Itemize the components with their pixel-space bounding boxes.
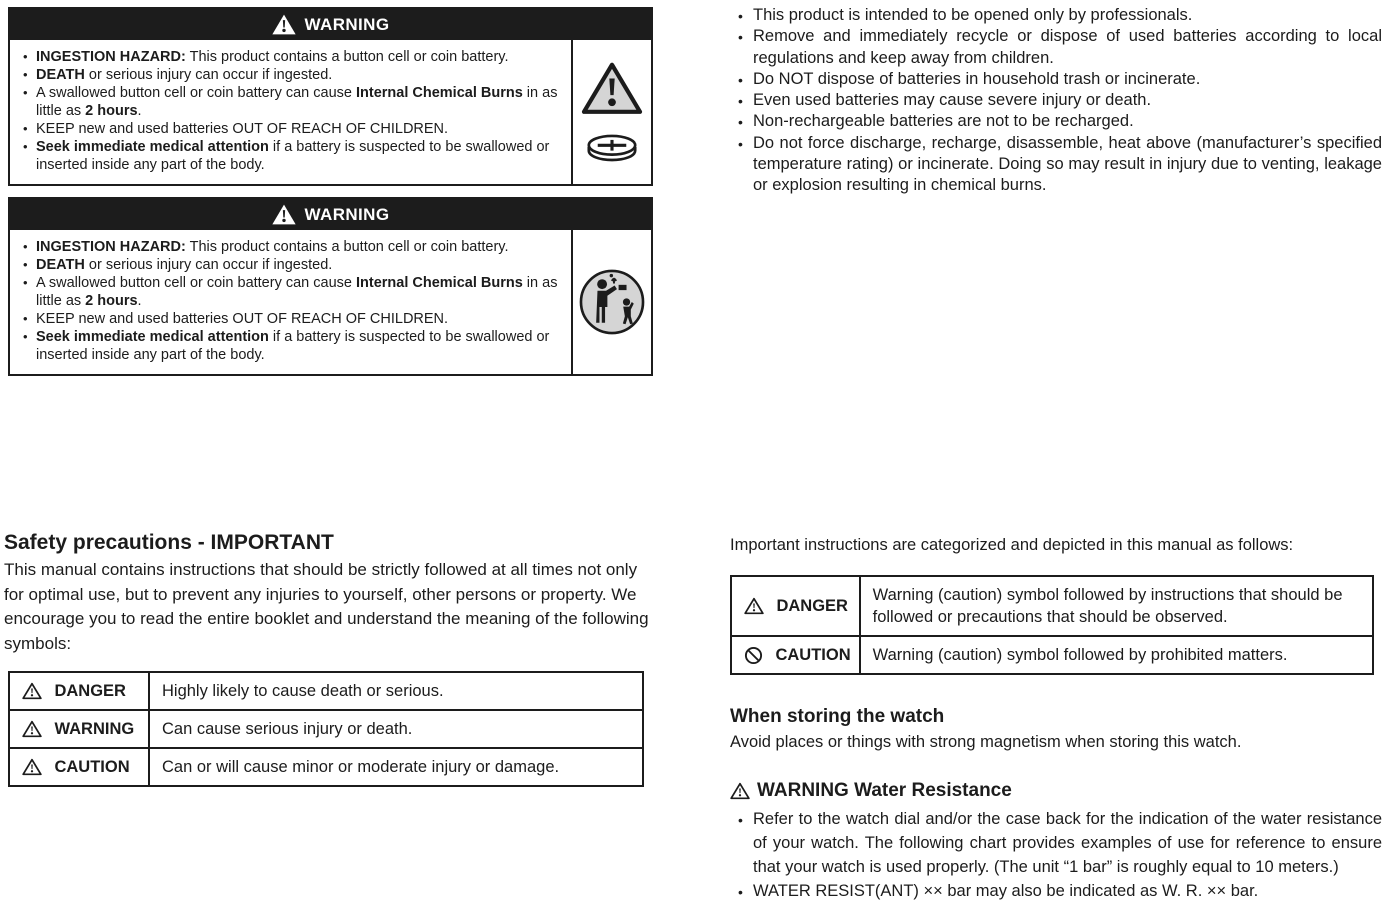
safety-precautions-section — [4, 531, 654, 787]
warning-bullet — [22, 66, 565, 84]
warning-bullet: • Remove and immediately recycle or dispose of used batteries according to local regulations and keep away from children. — [730, 26, 1382, 69]
categories-intro: Important instructions are categorized and depicted in this manual as follows: — [730, 536, 1294, 554]
warning-bullet — [22, 120, 565, 138]
text-segment: KEEP new and used batteries OUT OF REACH OF CHILDREN. — [36, 311, 449, 327]
warning-bullet — [22, 48, 565, 66]
warning-title: WARNING — [304, 204, 390, 224]
text-segment: Internal Chemical Burns — [355, 85, 523, 101]
warning-bullets — [22, 48, 565, 174]
warning-bullet — [22, 84, 565, 120]
symbol-cell — [9, 710, 149, 748]
button-battery-icon — [585, 131, 639, 164]
warning-icon-column — [571, 230, 651, 374]
text-segment: A swallowed button cell or coin battery can cause — [36, 85, 356, 101]
severity-label: CAUTION — [54, 757, 130, 776]
text-segment: 2 hours — [85, 293, 138, 309]
text-segment: INGESTION HAZARD: — [36, 239, 186, 255]
text-segment: This product contains a button cell or coin battery. — [185, 49, 509, 65]
warning-box-header — [10, 199, 651, 230]
severity-description: Can cause serious injury or death. — [149, 710, 643, 748]
warning-triangle-icon — [744, 597, 764, 615]
warning-title: WARNING — [304, 14, 390, 34]
warning-bullet — [22, 138, 565, 174]
prohibition-icon — [744, 646, 763, 665]
storing-text: Avoid places or things with strong magnetism when storing this watch. — [730, 733, 1242, 751]
instruction-categories-table — [730, 575, 1374, 675]
warning-bullet — [22, 238, 565, 256]
text-segment: This product contains a button cell or coin battery. — [185, 239, 509, 255]
hazard-triangle-icon — [581, 60, 643, 116]
text-segment: if a battery is suspected to be swallowed or inserted inside any part of the body. — [36, 139, 550, 173]
storing-heading: When storing the watch — [730, 706, 945, 727]
text-segment: KEEP new and used batteries OUT OF REACH OF CHILDREN. — [36, 121, 449, 137]
text-segment: . — [137, 293, 142, 309]
category-description: Warning (caution) symbol followed by prohibited matters. — [860, 636, 1373, 674]
category-description: Warning (caution) symbol followed by instructions that should be followed or precautions that should be observed. — [860, 576, 1373, 636]
warning-box-header — [10, 9, 651, 40]
additional-warnings-section — [730, 5, 1382, 197]
text-segment: Seek immediate medical attention — [36, 329, 269, 345]
text-segment: in as little as — [36, 275, 558, 309]
table-row — [9, 748, 643, 786]
water-resistance-bullet: • WATER RESIST(ANT) ×× bar may also be indicated as W. R. ×× bar. — [730, 879, 1382, 903]
water-resistance-bullet: • Refer to the watch dial and/or the case back for the indication of the water resistance of your watch. The following chart provides examples of use for reference to ensure that your watch is used properly. (The unit “1 bar” is roughly equal to 10 meters.) — [730, 807, 1382, 879]
warning-icon-column — [571, 40, 651, 184]
text-segment: . — [137, 103, 142, 119]
warning-box-body — [10, 40, 651, 184]
text-segment: INGESTION HAZARD: — [36, 49, 186, 65]
text-segment: or serious injury can occur if ingested. — [84, 67, 333, 83]
symbol-cell — [9, 672, 149, 710]
warning-bullet: • Even used batteries may cause severe injury or death. — [730, 90, 1382, 111]
text-segment: A swallowed button cell or coin battery can cause — [36, 275, 356, 291]
water-resistance-title: WARNING Water Resistance — [757, 780, 1012, 801]
warning-triangle-icon — [272, 204, 296, 225]
symbol-cell — [731, 636, 860, 674]
text-segment: or serious injury can occur if ingested. — [84, 257, 333, 273]
severity-description: Highly likely to cause death or serious. — [149, 672, 643, 710]
text-segment: if a battery is suspected to be swallowed or inserted inside any part of the body. — [36, 329, 550, 363]
warning-triangle-icon — [730, 782, 750, 800]
water-resistance-heading — [730, 780, 1382, 802]
warning-triangle-icon — [22, 720, 42, 738]
text-segment: in as little as — [36, 85, 558, 119]
instructions-categories-section — [730, 535, 1382, 903]
text-segment: Internal Chemical Burns — [355, 275, 523, 291]
warning-bullet: • Non-rechargeable batteries are not to be recharged. — [730, 111, 1382, 132]
table-row — [731, 636, 1373, 674]
symbol-cell — [9, 748, 149, 786]
warning-triangle-icon — [22, 758, 42, 776]
severity-label: DANGER — [54, 681, 126, 700]
category-label: CAUTION — [775, 645, 851, 664]
text-segment: DEATH — [36, 67, 85, 83]
symbol-cell — [731, 576, 860, 636]
category-label: DANGER — [776, 596, 848, 615]
additional-warnings-list — [730, 5, 1382, 197]
warning-triangle-icon — [272, 14, 296, 35]
warning-bullet: • Do not force discharge, recharge, disassemble, heat above (manufacturer’s specified temperature rating) or incinerate. Doing so may result in injury due to venting, leakage or explosion resulting in chemical burns. — [730, 133, 1382, 197]
battery-warning-box-1 — [8, 7, 653, 186]
severity-description: Can or will cause minor or moderate injury or damage. — [149, 748, 643, 786]
warning-bullet: • This product is intended to be opened only by professionals. — [730, 5, 1382, 26]
table-row — [9, 672, 643, 710]
warning-bullet — [22, 274, 565, 310]
battery-warning-box-2 — [8, 197, 653, 376]
safety-precautions-text: This manual contains instructions that should be strictly followed at all times not only for optimal use, but to prevent any injuries to yourself, other persons or property. We encourage you to read the entire booklet and understand the meaning of the following symbols: — [4, 560, 649, 653]
warning-bullet: • Do NOT dispose of batteries in household trash or incinerate. — [730, 69, 1382, 90]
safety-precautions-heading: Safety precautions - IMPORTANT — [4, 531, 334, 554]
text-segment: 2 hours — [85, 103, 138, 119]
keep-away-from-children-icon — [579, 269, 645, 335]
warning-bullet — [22, 328, 565, 364]
symbol-severity-table — [8, 671, 644, 787]
warning-bullet — [22, 310, 565, 328]
warning-triangle-icon — [22, 682, 42, 700]
warning-box-body — [10, 230, 651, 374]
table-row — [9, 710, 643, 748]
warning-bullet — [22, 256, 565, 274]
table-row — [731, 576, 1373, 636]
warning-bullets — [22, 238, 565, 364]
text-segment: Seek immediate medical attention — [36, 139, 269, 155]
water-resistance-list — [730, 807, 1382, 903]
severity-label: WARNING — [54, 719, 135, 738]
text-segment: DEATH — [36, 257, 85, 273]
